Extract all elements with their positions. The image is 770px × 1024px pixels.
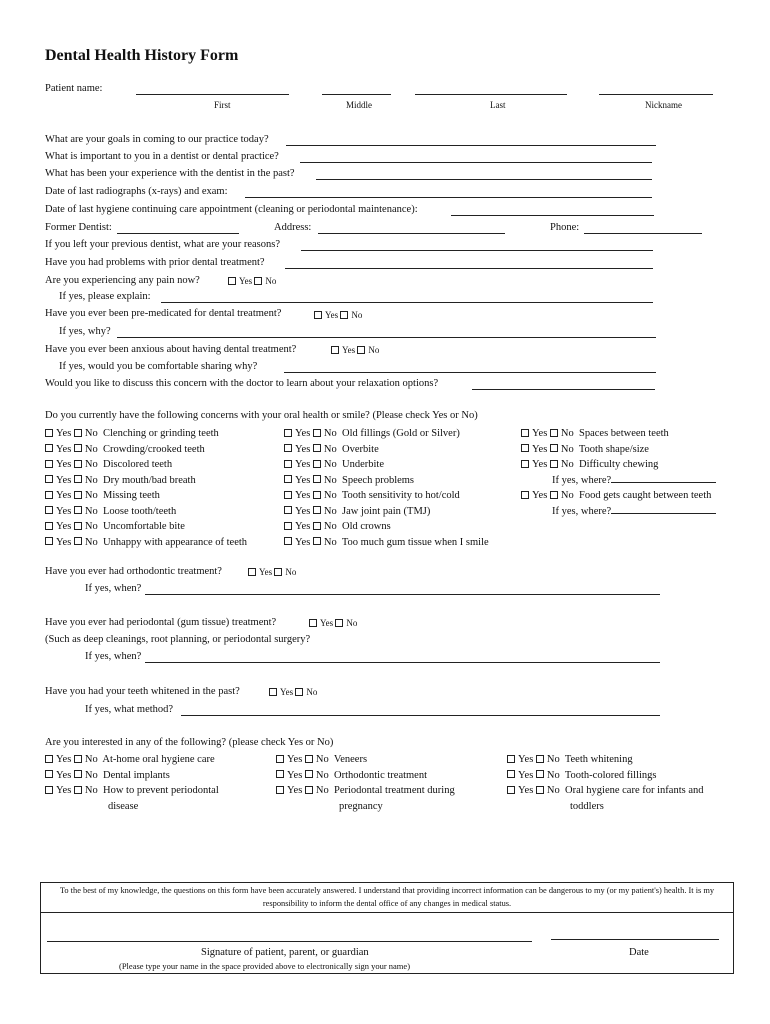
concern-item[interactable]: Yes No Unhappy with appearance of teeth [45, 535, 247, 551]
hygiene-field[interactable] [451, 215, 654, 216]
concern-item[interactable]: Yes No Spaces between teeth [521, 426, 716, 442]
interest-item[interactable]: Yes No Periodontal treatment during [276, 783, 455, 799]
interest-cont: disease [108, 800, 139, 812]
signature-box [40, 882, 734, 974]
interest-item[interactable]: Yes No Tooth-colored fillings [507, 768, 703, 784]
interest-item[interactable]: Yes No Teeth whitening [507, 752, 703, 768]
interest-item[interactable]: Yes No Orthodontic treatment [276, 768, 455, 784]
interest-item[interactable]: Yes No Oral hygiene care for infants and [507, 783, 703, 799]
middle-name-field[interactable] [322, 94, 391, 95]
last-name-field[interactable] [415, 94, 567, 95]
concern-item[interactable]: Yes No Uncomfortable bite [45, 519, 247, 535]
q-ortho: Have you ever had orthodontic treatment? [45, 566, 222, 577]
q-important: What is important to you in a dentist or dental practice? [45, 151, 279, 162]
q-hygiene: Date of last hygiene continuing care appointment (cleaning or periodontal maintenance): [45, 204, 418, 215]
interest-heading: Are you interested in any of the following? (please check Yes or No) [45, 737, 334, 748]
concern-item[interactable]: Yes No Too much gum tissue when I smile [284, 535, 489, 551]
phone-field[interactable] [584, 233, 702, 234]
left-dentist-field[interactable] [301, 250, 653, 251]
date-label: Date [629, 947, 649, 958]
concern-item[interactable]: Yes No Speech problems [284, 473, 489, 489]
interest-item[interactable]: Yes No Dental implants [45, 768, 219, 784]
perio-when: If yes, when? [85, 651, 142, 662]
where-followup: If yes, where? [521, 504, 716, 520]
q-perio: Have you ever had periodontal (gum tissue) treatment? [45, 617, 277, 628]
first-caption: First [214, 100, 231, 110]
date-field[interactable] [551, 939, 719, 940]
interest-cont: toddlers [570, 800, 604, 812]
prior-problems-field[interactable] [285, 268, 653, 269]
premed-why-field[interactable] [117, 337, 656, 338]
concerns-col2 [284, 426, 489, 550]
radiographs-field[interactable] [245, 197, 652, 198]
q-anxious: Have you ever been anxious about having dental treatment? [45, 344, 297, 355]
nickname-field[interactable] [599, 94, 713, 95]
concern-item[interactable]: Yes No Crowding/crooked teeth [45, 442, 247, 458]
form-title: Dental Health History Form [45, 47, 239, 64]
concerns-col1 [45, 426, 247, 550]
q-premedicated: Have you ever been pre-medicated for dental treatment? [45, 308, 282, 319]
concern-item[interactable]: Yes No Tooth sensitivity to hot/cold [284, 488, 489, 504]
goals-field[interactable] [286, 145, 656, 146]
important-field[interactable] [300, 162, 652, 163]
q-goals: What are your goals in coming to our practice today? [45, 134, 269, 145]
first-name-field[interactable] [136, 94, 289, 95]
interest-col3 [507, 752, 703, 814]
interest-col1 [45, 752, 219, 814]
concern-item[interactable]: Yes No Jaw joint pain (TMJ) [284, 504, 489, 520]
q-whiten: Have you had your teeth whitened in the past? [45, 686, 240, 697]
interest-item[interactable]: Yes No At-home oral hygiene care [45, 752, 219, 768]
interest-cont: pregnancy [339, 800, 383, 812]
q-experience: What has been your experience with the dentist in the past? [45, 168, 295, 179]
perio-when-field[interactable] [145, 662, 660, 663]
q-pain: Are you experiencing any pain now? [45, 275, 200, 286]
q-anxious-share: If yes, would you be comfortable sharing why? [59, 361, 258, 372]
perio-note: (Such as deep cleanings, root planning, or periodontal surgery? [45, 634, 311, 645]
q-premed-why: If yes, why? [59, 326, 111, 337]
pain-yesno[interactable]: Yes No [228, 276, 276, 286]
signature-label: Signature of patient, parent, or guardian [201, 947, 369, 958]
concern-item[interactable]: Yes No Loose tooth/teeth [45, 504, 247, 520]
ortho-when-field[interactable] [145, 594, 660, 595]
experience-field[interactable] [316, 179, 652, 180]
interest-item[interactable]: Yes No How to prevent periodontal [45, 783, 219, 799]
concern-item[interactable]: Yes No Dry mouth/bad breath [45, 473, 247, 489]
premedicated-yesno[interactable]: Yes No [314, 310, 362, 320]
concern-item[interactable]: Yes No Difficulty chewing [521, 457, 716, 473]
address-label: Address: [274, 222, 312, 233]
whiten-method-field[interactable] [181, 715, 660, 716]
phone-label: Phone: [550, 222, 580, 233]
q-radiographs: Date of last radiographs (x-rays) and exam: [45, 186, 228, 197]
interest-item[interactable]: Yes No Veneers [276, 752, 455, 768]
whiten-yesno[interactable]: Yes No [269, 687, 317, 697]
former-dentist-field[interactable] [117, 233, 239, 234]
pain-explain-field[interactable] [161, 302, 653, 303]
concern-item[interactable]: Yes No Overbite [284, 442, 489, 458]
concern-item[interactable]: Yes No Discolored teeth [45, 457, 247, 473]
concern-item[interactable]: Yes No Old crowns [284, 519, 489, 535]
anxious-yesno[interactable]: Yes No [331, 345, 379, 355]
signature-note: (Please type your name in the space provided above to electronically sign your name) [119, 961, 411, 971]
concern-item[interactable]: Yes No Food gets caught between teeth [521, 488, 716, 504]
signature-field[interactable] [47, 941, 532, 942]
ortho-yesno[interactable]: Yes No [248, 567, 296, 577]
where-field-1[interactable] [611, 473, 716, 483]
q-pain-explain: If yes, please explain: [59, 291, 151, 302]
ortho-when: If yes, when? [85, 583, 142, 594]
perio-yesno[interactable]: Yes No [309, 618, 357, 628]
q-former-dentist: Former Dentist: [45, 222, 112, 233]
last-caption: Last [490, 100, 506, 110]
concern-item[interactable]: Yes No Tooth shape/size [521, 442, 716, 458]
concerns-heading: Do you currently have the following concerns with your oral health or smile? (Please check Yes or No) [45, 410, 478, 421]
q-relaxation: Would you like to discuss this concern with the doctor to learn about your relaxation options? [45, 378, 439, 389]
where-followup: If yes, where? [521, 473, 716, 489]
concern-item[interactable]: Yes No Old fillings (Gold or Silver) [284, 426, 489, 442]
anxious-share-field[interactable] [284, 372, 656, 373]
concern-item[interactable]: Yes No Missing teeth [45, 488, 247, 504]
middle-caption: Middle [346, 100, 372, 110]
concern-item[interactable]: Yes No Clenching or grinding teeth [45, 426, 247, 442]
relaxation-field[interactable] [472, 389, 655, 390]
accuracy-notice: To the best of my knowledge, the questions on this form have been accurately answered. I understand that providing incorrect information can be dangerous to my (or my patient's) health. It is my responsibility to inform the dental office of any changes in medical status. [41, 883, 733, 913]
q-prior-problems: Have you had problems with prior dental treatment? [45, 257, 265, 268]
concerns-col3 [521, 426, 716, 519]
address-field[interactable] [318, 233, 505, 234]
whiten-method: If yes, what method? [85, 704, 174, 715]
interest-col2 [276, 752, 455, 814]
nickname-caption: Nickname [645, 100, 682, 110]
concern-item[interactable]: Yes No Underbite [284, 457, 489, 473]
where-field-2[interactable] [611, 504, 716, 514]
q-left-dentist: If you left your previous dentist, what are your reasons? [45, 239, 281, 250]
patient-name-label: Patient name: [45, 83, 103, 94]
